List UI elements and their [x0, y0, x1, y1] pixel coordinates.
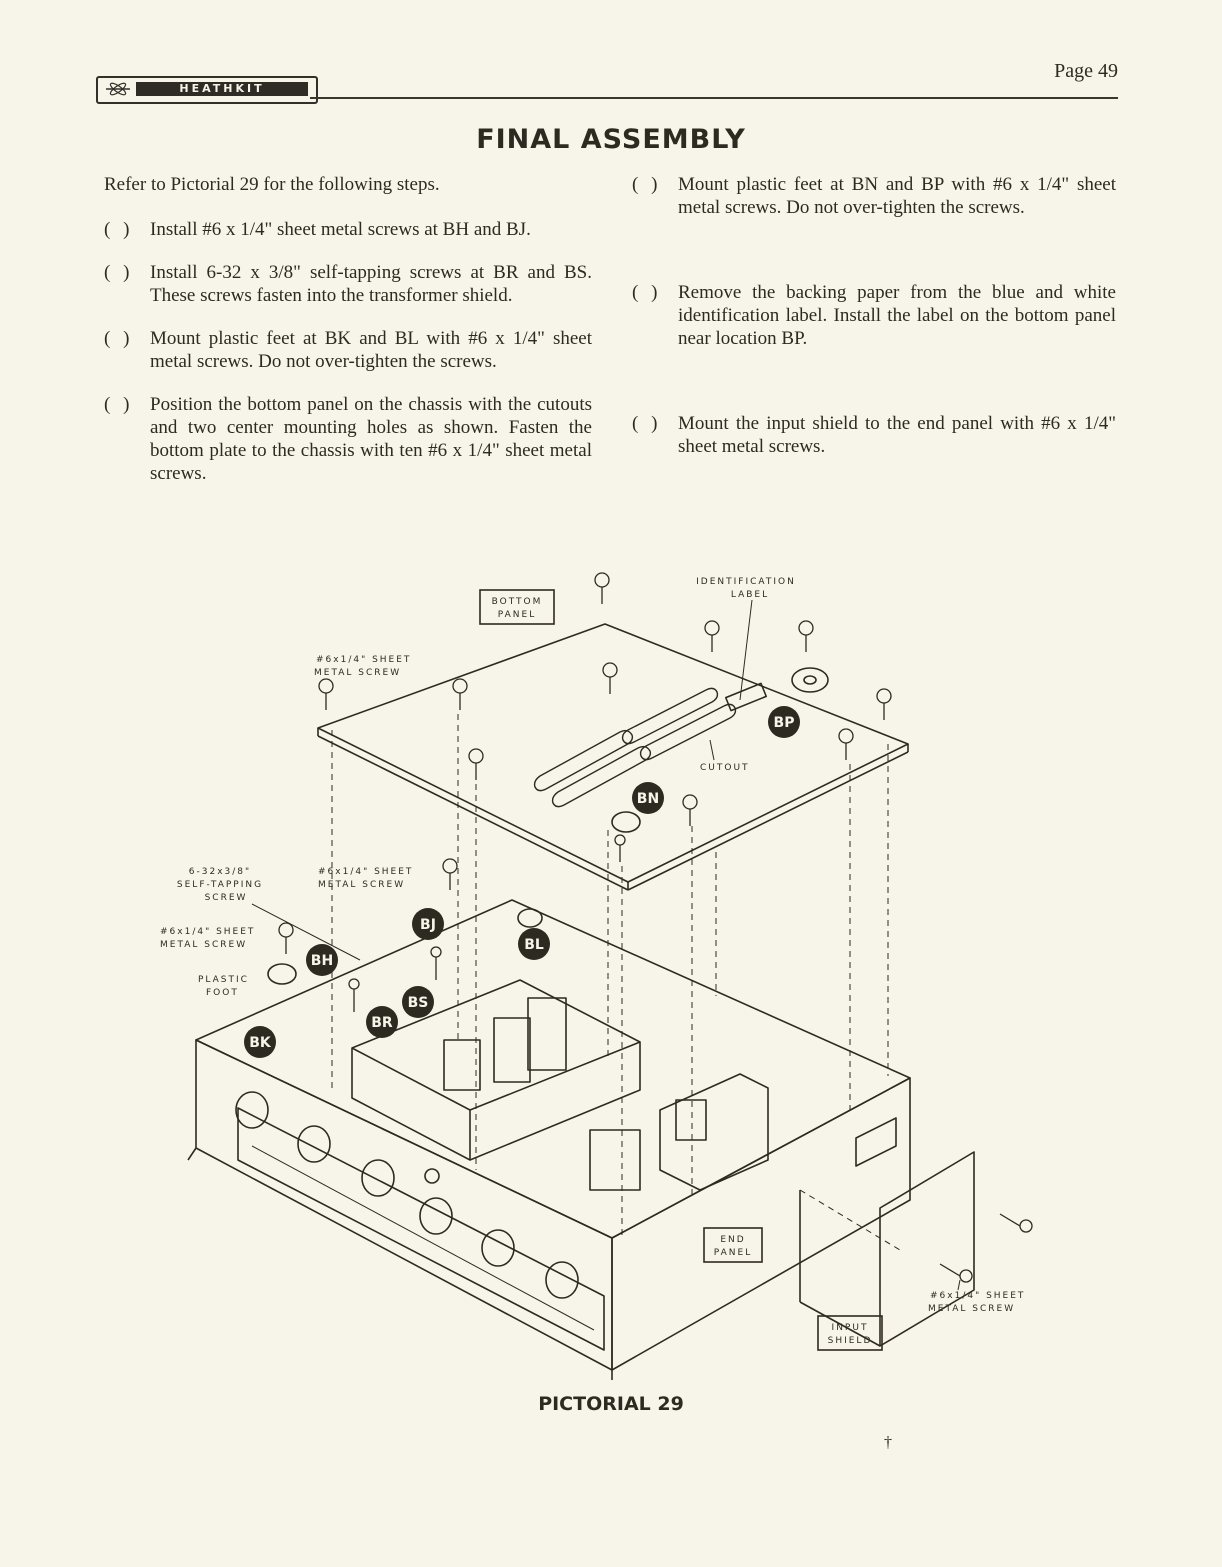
label-end-panel: END [720, 1235, 746, 1245]
step-text: Install 6-32 x 3/8" self-tapping screws at BR and BS. These screws fasten into the transformer shield. [150, 262, 592, 306]
step-checkbox[interactable]: ( ) [104, 219, 130, 240]
step-text: Mount the input shield to the end panel with #6 x 1/4" sheet metal screws. [678, 413, 1116, 457]
input-shield-plate [880, 1152, 974, 1346]
badge-bs: BS [407, 995, 429, 1011]
svg-text:METAL SCREW: METAL SCREW [160, 940, 248, 950]
label-input-shield: INPUT [831, 1323, 869, 1333]
step-text: Mount plastic feet at BN and BP with #6 x 1/4" sheet metal screws. Do not over-tighten the screws. [678, 174, 1116, 218]
svg-text:METAL SCREW: METAL SCREW [318, 880, 406, 890]
svg-text:SELF-TAPPING: SELF-TAPPING [176, 880, 264, 890]
step-checkbox[interactable]: ( ) [104, 262, 130, 283]
svg-text:SCREW: SCREW [204, 893, 248, 903]
page-number: Page 49 [1054, 60, 1118, 82]
svg-text:SHIELD: SHIELD [827, 1336, 873, 1346]
page-title: FINAL ASSEMBLY [476, 124, 746, 155]
step-checkbox[interactable]: ( ) [632, 413, 658, 434]
label-cutout: CUTOUT [700, 763, 750, 773]
svg-text:FOOT: FOOT [206, 988, 239, 998]
step-text: Mount plastic feet at BK and BL with #6 x 1/4" sheet metal screws. Do not over-tighten the screws. [150, 328, 592, 372]
step-checkbox[interactable]: ( ) [104, 328, 130, 349]
label-identification: IDENTIFICATION [696, 577, 796, 587]
svg-text:LABEL: LABEL [730, 590, 770, 600]
badge-bj: BJ [420, 917, 436, 933]
label-plastic-foot: PLASTIC [198, 975, 249, 985]
step-checkbox[interactable]: ( ) [632, 174, 658, 195]
label-bottom-panel: BOTTOM [491, 597, 543, 607]
svg-text:METAL SCREW: METAL SCREW [928, 1304, 1016, 1314]
label-sheet-metal-screw-top: #6x1/4" SHEET [316, 655, 412, 665]
label-self-tapping-screw: 6-32x3/8" [188, 867, 252, 877]
step-text: Remove the backing paper from the blue and white identification label. Install the label on the bottom panel near location BP. [678, 282, 1116, 349]
footer-mark: † [884, 1434, 892, 1451]
step-checkbox[interactable]: ( ) [104, 394, 130, 415]
identification-label-patch [726, 683, 766, 710]
badge-bh: BH [310, 953, 334, 969]
svg-text:PANEL: PANEL [713, 1248, 753, 1258]
svg-text:PANEL: PANEL [497, 610, 537, 620]
label-sheet-metal-screw-left: #6x1/4" SHEET [160, 927, 256, 937]
screws [279, 573, 1032, 1282]
label-sheet-metal-screw-right: #6x1/4" SHEET [930, 1291, 1026, 1301]
badge-bk: BK [249, 1035, 271, 1051]
badge-bp: BP [773, 715, 795, 731]
badge-bl: BL [524, 937, 544, 953]
step-text: Position the bottom panel on the chassis with the cutouts and two center mounting holes as shown. Fasten the bottom plate to the chassis with ten #6 x 1/4" sheet metal screws. [150, 394, 592, 484]
step-checkbox[interactable]: ( ) [632, 282, 658, 303]
step-text: Install #6 x 1/4" sheet metal screws at BH and BJ. [150, 219, 531, 240]
pictorial-caption: PICTORIAL 29 [538, 1393, 684, 1415]
svg-text:METAL SCREW: METAL SCREW [314, 668, 402, 678]
badge-bn: BN [636, 791, 660, 807]
logo-wordmark: HEATHKIT [136, 82, 308, 96]
intro-text: Refer to Pictorial 29 for the following steps. [104, 174, 440, 195]
label-sheet-metal-screw-mid: #6x1/4" SHEET [318, 867, 414, 877]
badge-br: BR [371, 1015, 393, 1031]
